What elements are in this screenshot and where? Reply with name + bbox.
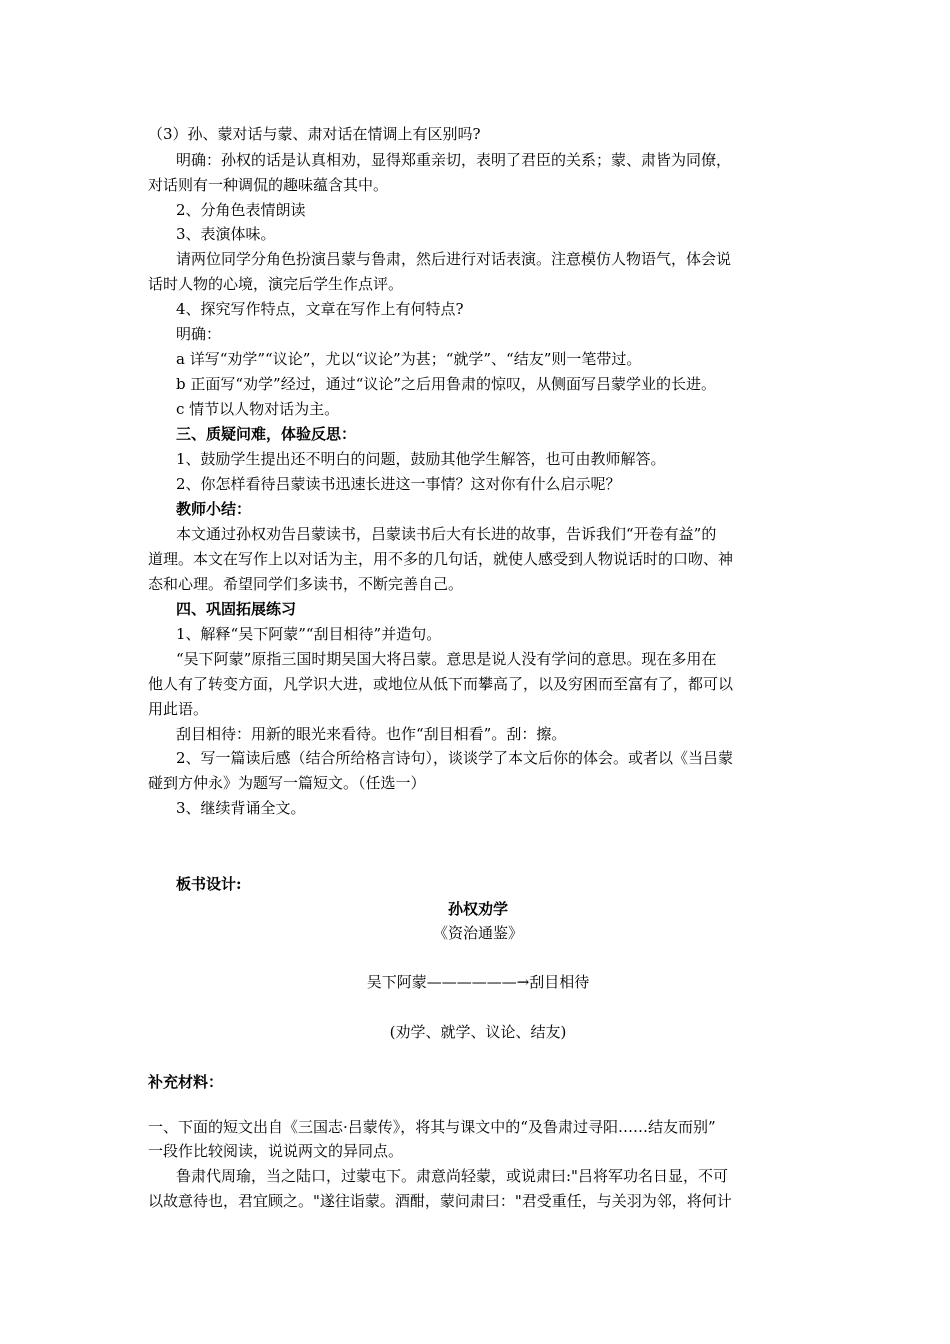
paragraph-line-cont: 话时人物的心境，演完后学生作点评。: [148, 275, 404, 293]
explanation-line: 刮目相待：用新的眼光来看待。也作“刮目相看”。刮：擦。: [176, 725, 567, 743]
section-heading-3: 三、质疑问难，体验反思：: [176, 425, 357, 443]
summary-line: 本文通过孙权劝告吕蒙读书，吕蒙读书后大有长进的故事，告诉我们“开卷有益”的: [176, 525, 717, 543]
supplement-heading: 补充材料：: [148, 1073, 224, 1091]
exercise-line-cont: 碰到方仲永》为题写一篇短文。（任选一）: [148, 774, 426, 792]
explanation-line-cont: 他人有了转变方面，凡学识大进，或地位从低下而攀高了，以及穷困而至富有了，都可以: [148, 675, 734, 693]
exercise-line: 2、写一篇读后感（结合所给格言诗句），谈谈学了本文后你的体会。或者以《当吕蒙: [176, 749, 734, 767]
question-line: （3）孙、蒙对话与蒙、肃对话在情调上有区别吗?: [148, 125, 481, 143]
answer-line-cont: 对话则有一种调侃的趣味蕴含其中。: [148, 176, 389, 194]
supplement-passage-line-cont: 以故意待也，君宜顾之。"遂往诣蒙。酒酣，蒙问肃曰："君受重任，与关羽为邻，将何计: [148, 1192, 732, 1210]
paragraph-line: 2、你怎样看待吕蒙读书迅速长进这一事情？这对你有什么启示呢？: [176, 475, 621, 493]
answer-line: 明确：孙权的话是认真相劝，显得郑重亲切，表明了君臣的关系；蒙、肃皆为同僚，: [176, 151, 732, 169]
step-heading: 4、探究写作特点，文章在写作上有何特点?: [176, 300, 464, 318]
supplement-line-cont: 一段作比较阅读，说说两文的异同点。: [148, 1142, 404, 1160]
board-source: 《资治通鉴》: [432, 924, 523, 942]
paragraph-line: 请两位同学分角色扮演吕蒙与鲁肃，然后进行对话表演。注意模仿人物语气，体会说: [176, 250, 732, 268]
supplement-line: 一、下面的短文出自《三国志·吕蒙传》，将其与课文中的“及鲁肃过寻阳……结友而别”: [148, 1118, 716, 1136]
board-design-heading: 板书设计:: [176, 875, 242, 893]
arrow-icon: ——————→: [426, 973, 530, 991]
summary-line-cont: 态和心理。希望同学们多读书，不断完善自己。: [148, 575, 464, 593]
explanation-line-cont: 用此语。: [148, 700, 209, 718]
section-heading-4: 四、巩固拓展练习: [176, 600, 297, 618]
explanation-line: “吴下阿蒙”原指三国时期吴国大将吕蒙。意思是说人没有学问的意思。现在多用在: [176, 650, 717, 668]
board-flow-from: 吴下阿蒙: [366, 973, 427, 991]
board-flow-to: 刮目相待: [529, 973, 590, 991]
step-heading: 2、分角色表情朗读: [176, 201, 306, 219]
answer-label: 明确：: [176, 325, 222, 343]
list-item-b: b 正面写“劝学”经过，通过“议论”之后用鲁肃的惊叹，从侧面写吕蒙学业的长进。: [176, 375, 717, 393]
summary-line-cont: 道理。本文在写作上以对话为主，用不多的几句话，就使人感受到人物说话时的口吻、神: [148, 550, 734, 568]
teacher-summary-heading: 教师小结：: [176, 500, 252, 518]
list-item-a: a 详写“劝学”“议论”，尤以“议论”为甚；“就学”、“结友”则一笔带过。: [176, 350, 642, 368]
step-heading: 3、表演体味。: [176, 225, 276, 243]
paragraph-line: 1、鼓励学生提出还不明白的问题，鼓励其他学生解答，也可由教师解答。: [176, 450, 666, 468]
exercise-line: 3、继续背诵全文。: [176, 799, 306, 817]
list-item-c: c 情节以人物对话为主。: [176, 400, 340, 418]
board-title: 孙权劝学: [447, 900, 508, 918]
supplement-passage-line: 鲁肃代周瑜，当之陆口，过蒙屯下。肃意尚轻蒙，或说肃曰:"吕将军功名日显，不可: [176, 1167, 728, 1185]
board-flow: [148, 970, 808, 995]
exercise-line: 1、解释“吴下阿蒙”“刮目相待”并造句。: [176, 625, 442, 643]
board-summary: (劝学、就学、议论、结友): [389, 1023, 567, 1041]
